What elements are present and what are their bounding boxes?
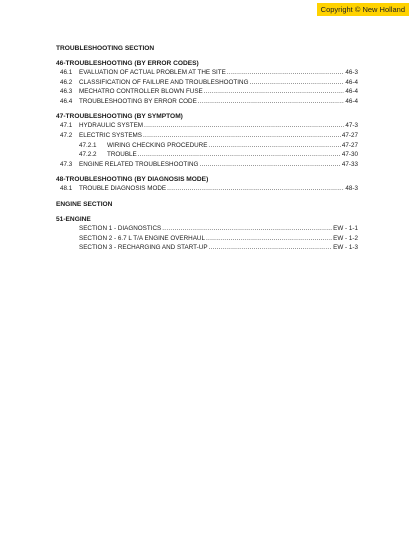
- entry-page: 47-33: [341, 160, 358, 168]
- toc-entry-47-2-1[interactable]: [56, 141, 358, 151]
- entry-label: TROUBLESHOOTING BY ERROR CODE: [79, 97, 197, 105]
- entry-label: ENGINE RELATED TROUBLESHOOTING: [79, 160, 199, 168]
- toc-entry-51-section-1[interactable]: [56, 224, 358, 234]
- table-of-contents: [56, 44, 358, 253]
- copyright-badge: Copyright © New Holland: [317, 3, 409, 16]
- entry-page: 47-3: [345, 122, 358, 130]
- toc-entry-47-2[interactable]: [56, 131, 358, 141]
- entry-page: EW - 1-1: [333, 224, 358, 232]
- dot-leader: [206, 234, 332, 244]
- toc-section-46-title: 46-TROUBLESHOOTING (BY ERROR CODES): [56, 60, 199, 67]
- entry-label: MECHATRO CONTROLLER BLOWN FUSE: [79, 88, 203, 96]
- entry-page: 46-4: [345, 78, 358, 86]
- entry-label: ELECTRIC SYSTEMS: [79, 131, 142, 139]
- entry-number: 47.2: [60, 131, 73, 139]
- entry-number: 47.2.2: [79, 151, 97, 159]
- entry-page: 47-27: [341, 131, 358, 139]
- entry-label: HYDRAULIC SYSTEM: [79, 122, 144, 130]
- entry-label: EVALUATION OF ACTUAL PROBLEM AT THE SITE: [79, 69, 226, 76]
- entry-number: 47.3: [60, 160, 73, 168]
- entry-number: 46.4: [60, 97, 73, 105]
- toc-entry-47-2-2[interactable]: [56, 150, 358, 160]
- troubleshooting-section-heading: TROUBLESHOOTING SECTION: [56, 45, 155, 52]
- dot-leader: [249, 78, 344, 88]
- entry-page: EW - 1-3: [333, 244, 358, 252]
- dot-leader: [199, 160, 340, 170]
- entry-label: SECTION 3 - RECHARGING AND START-UP: [79, 244, 208, 252]
- dot-leader: [209, 243, 333, 253]
- toc-entry-46-2[interactable]: [56, 78, 358, 88]
- entry-page: 46-3: [345, 69, 358, 76]
- entry-label: WIRING CHECKING PROCEDURE: [107, 141, 208, 149]
- toc-entry-51-section-3[interactable]: [56, 243, 358, 253]
- dot-leader: [208, 141, 340, 151]
- entry-number: 47.1: [60, 122, 73, 130]
- toc-entry-46-1[interactable]: [56, 68, 358, 78]
- dot-leader: [162, 224, 332, 234]
- toc-section-51-title: 51-ENGINE: [56, 215, 91, 223]
- entry-page: 46-4: [345, 97, 358, 105]
- dot-leader: [198, 97, 345, 107]
- entry-page: 47-30: [341, 151, 358, 159]
- dot-leader: [144, 121, 344, 131]
- toc-entry-47-1[interactable]: [56, 121, 358, 131]
- toc-entry-46-4[interactable]: [56, 97, 358, 107]
- dot-leader: [227, 68, 345, 78]
- entry-page: EW - 1-2: [333, 234, 358, 242]
- toc-section-47-title: 47-TROUBLESHOOTING (BY SYMPTOM): [56, 113, 183, 121]
- entry-number: 48.1: [60, 185, 73, 193]
- toc-entry-48-1[interactable]: [56, 184, 358, 194]
- entry-label: SECTION 1 - DIAGNOSTICS: [79, 224, 162, 232]
- engine-section-heading: ENGINE SECTION: [56, 200, 113, 208]
- entry-page: 46-4: [345, 88, 358, 96]
- toc-entry-47-3[interactable]: [56, 160, 358, 170]
- entry-label: TROUBLE DIAGNOSIS MODE: [79, 185, 167, 193]
- entry-number: 46.3: [60, 88, 73, 96]
- entry-number: 46.2: [60, 78, 73, 86]
- entry-label: TROUBLE: [107, 151, 137, 159]
- entry-number: 47.2.1: [79, 141, 97, 149]
- entry-label: CLASSIFICATION OF FAILURE AND TROUBLESHOOTING: [79, 78, 249, 86]
- entry-page: 48-3: [345, 185, 358, 193]
- dot-leader: [143, 131, 341, 141]
- entry-page: 47-27: [341, 141, 358, 149]
- toc-section-48-title: 48-TROUBLESHOOTING (BY DIAGNOSIS MODE): [56, 176, 209, 184]
- dot-leader: [204, 87, 345, 97]
- toc-entry-51-section-2[interactable]: [56, 234, 358, 244]
- entry-number: 46.1: [60, 69, 73, 76]
- dot-leader: [167, 184, 344, 194]
- entry-label: SECTION 2 - 6.7 L T/A ENGINE OVERHAUL: [79, 234, 205, 242]
- dot-leader: [138, 150, 341, 160]
- toc-entry-46-3[interactable]: [56, 87, 358, 97]
